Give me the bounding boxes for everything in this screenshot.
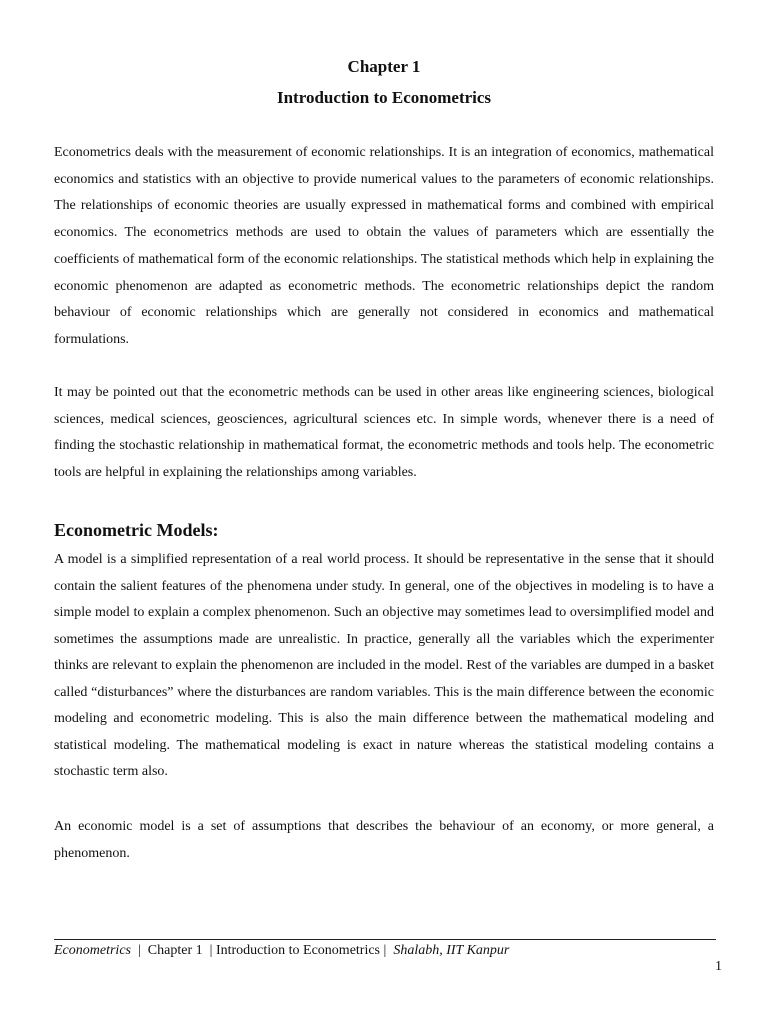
page-number: 1: [715, 959, 722, 974]
section-heading-econometric-models: Econometric Models:: [54, 520, 219, 540]
footer-separator: |: [380, 943, 394, 958]
footer-separator: |: [202, 943, 216, 958]
chapter-title: Introduction to Econometrics: [276, 88, 492, 107]
chapter-label: Chapter 1: [347, 57, 421, 76]
footer-divider: [54, 939, 716, 940]
footer-separator: |: [130, 943, 148, 958]
footer-chapter: Chapter 1: [147, 943, 203, 958]
footer-course: Econometrics: [54, 943, 131, 958]
paragraph-intro: Econometrics deals with the measurement of economic relationships. It is an integration of economics, mathematical economics and statistics with an objective to provide numerical values to the parameters of economic relationships. The relationships of economic theories are usually expressed in mathematical forms and combined with empirical economics. The econometrics methods are used to obtain the values of parameters which are essentially the coefficients of mathematical form of the economic relationships. The statistical methods which help in explaining the economic phenomenon are adapted as econometric methods. The econometric relationships depict the random behaviour of economic relationships which are generally not considered in economics and mathematical formulations.: [54, 145, 714, 347]
paragraph-applications: It may be pointed out that the econometric methods can be used in other areas like engineering sciences, biological sciences, medical sciences, geosciences, agricultural sciences etc. In simple words, whenever there is a need of finding the stochastic relationship in mathematical format, the econometric methods and tools help. The econometric tools are helpful in explaining the relationships among variables.: [54, 385, 714, 481]
page-footer: [54, 941, 509, 961]
footer-author: Shalabh, IIT Kanpur: [393, 943, 510, 958]
footer-title: Introduction to Econometrics: [215, 943, 381, 958]
paragraph-economic-model: An economic model is a set of assumptions that describes the behaviour of an economy, or more general, a phenomenon.: [54, 819, 714, 861]
paragraph-models: A model is a simplified representation of a real world process. It should be representative in the sense that it should contain the salient features of the phenomena under study. In general, one of the objectives in modeling is to have a simple model to explain a complex phenomenon. Such an objective may sometimes lead to oversimplified model and sometimes the assumptions made are unrealistic. In practice, generally all the variables which the experimenter thinks are relevant to explain the phenomenon are included in the model. Rest of the variables are dumped in a basket called “disturbances” where the disturbances are random variables. This is the main difference between the economic modeling and econometric modeling. This is also the main difference between the mathematical modeling and statistical modeling. The mathematical modeling is exact in nature whereas the statistical modeling contains a stochastic term also.: [54, 552, 714, 779]
